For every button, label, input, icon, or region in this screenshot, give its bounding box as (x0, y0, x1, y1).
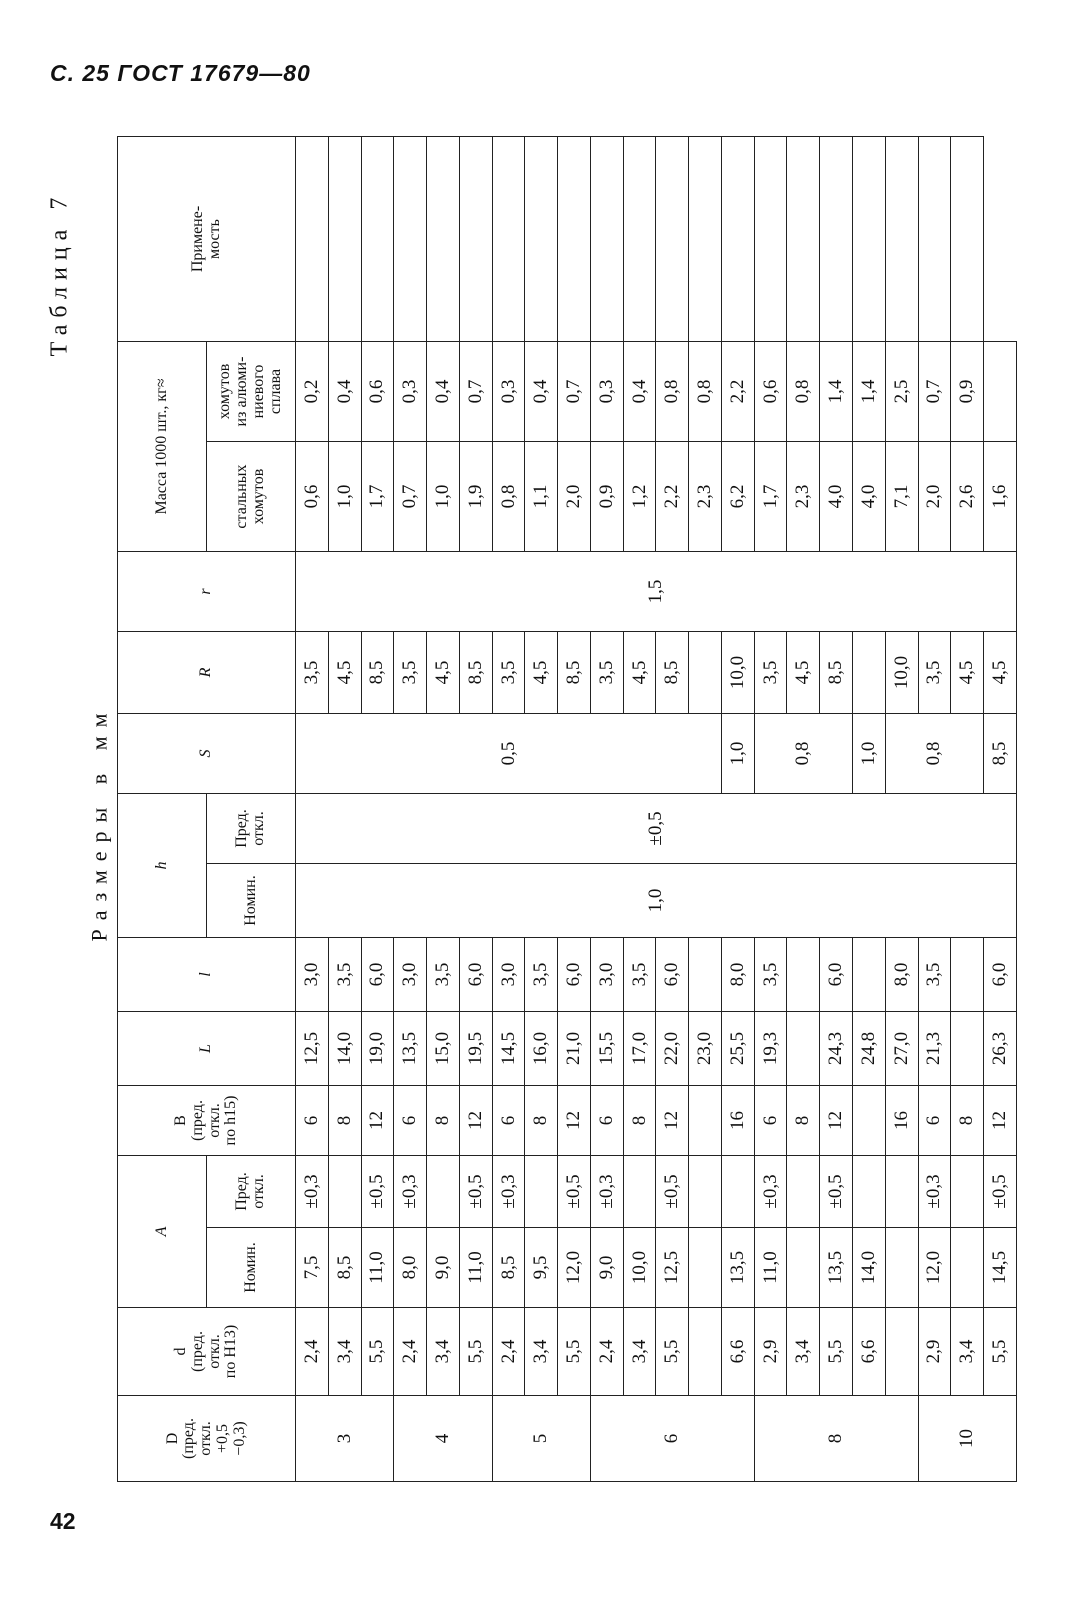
cell-B: 6 (492, 1086, 525, 1156)
cell-l: 3,5 (427, 938, 460, 1012)
cell-A: 14,5 (984, 1228, 1017, 1308)
cell-d: 3,4 (951, 1308, 984, 1396)
page-header: С. 25 ГОСТ 17679—80 (50, 60, 311, 86)
cell-D: 3 (296, 1396, 394, 1482)
cell-mass-al: 1,4 (820, 342, 853, 442)
cell-D: 10 (918, 1396, 1016, 1482)
cell-A: 8,5 (328, 1228, 361, 1308)
cell-d (885, 1308, 918, 1396)
cell-l: 6,0 (558, 938, 591, 1012)
cell-R: 4,5 (787, 632, 820, 714)
cell-Adev (525, 1156, 558, 1228)
cell-R: 8,5 (820, 632, 853, 714)
cell-Adev: ±0,3 (492, 1156, 525, 1228)
col-header-h-nom: Номин. (207, 864, 296, 938)
cell-mass-steel: 1,0 (427, 442, 460, 552)
cell-B (853, 1086, 886, 1156)
cell-L: 19,0 (361, 1012, 394, 1086)
cell-usage (361, 137, 394, 342)
cell-A: 7,5 (296, 1228, 329, 1308)
col-header-A: A (118, 1156, 207, 1308)
cell-Adev (853, 1156, 886, 1228)
cell-L: 21,0 (558, 1012, 591, 1086)
cell-d: 5,5 (820, 1308, 853, 1396)
cell-L: 21,3 (918, 1012, 951, 1086)
cell-S: 0,8 (754, 714, 852, 794)
cell-L: 23,0 (689, 1012, 722, 1086)
col-header-S: S (118, 714, 296, 794)
cell-l: 3,5 (918, 938, 951, 1012)
cell-usage (590, 137, 623, 342)
cell-D: 4 (394, 1396, 492, 1482)
cell-l: 3,0 (394, 938, 427, 1012)
cell-l (951, 938, 984, 1012)
cell-R: 10,0 (885, 632, 918, 714)
cell-A: 8,5 (492, 1228, 525, 1308)
cell-d: 6,6 (721, 1308, 754, 1396)
col-header-mass-steel: стальных хомутов (207, 442, 296, 552)
cell-d: 5,5 (558, 1308, 591, 1396)
cell-R: 8,5 (558, 632, 591, 714)
cell-usage (296, 137, 329, 342)
cell-mass-al: 0,7 (918, 342, 951, 442)
cell-mass-steel: 0,6 (296, 442, 329, 552)
cell-usage (754, 137, 787, 342)
cell-l: 6,0 (459, 938, 492, 1012)
cell-B: 8 (787, 1086, 820, 1156)
cell-mass-steel: 1,9 (459, 442, 492, 552)
cell-mass-steel: 1,0 (328, 442, 361, 552)
cell-B: 16 (885, 1086, 918, 1156)
table-row (296, 137, 329, 1482)
cell-Adev (885, 1156, 918, 1228)
cell-R: 3,5 (754, 632, 787, 714)
cell-Adev: ±0,3 (394, 1156, 427, 1228)
cell-A: 9,0 (590, 1228, 623, 1308)
cell-Adev: ±0,3 (918, 1156, 951, 1228)
cell-mass-al: 2,5 (885, 342, 918, 442)
cell-L: 24,3 (820, 1012, 853, 1086)
cell-A: 9,5 (525, 1228, 558, 1308)
cell-B: 8 (525, 1086, 558, 1156)
cell-L: 27,0 (885, 1012, 918, 1086)
cell-Adev: ±0,3 (754, 1156, 787, 1228)
cell-R (689, 632, 722, 714)
cell-Adev (951, 1156, 984, 1228)
col-header-B: B (пред. откл. по h15) (118, 1086, 296, 1156)
cell-mass-steel: 0,8 (492, 442, 525, 552)
cell-L: 16,0 (525, 1012, 558, 1086)
cell-d: 5,5 (984, 1308, 1017, 1396)
cell-A: 11,0 (459, 1228, 492, 1308)
cell-L: 26,3 (984, 1012, 1017, 1086)
cell-Adev: ±0,5 (656, 1156, 689, 1228)
cell-l: 3,5 (328, 938, 361, 1012)
cell-L: 25,5 (721, 1012, 754, 1086)
cell-L: 15,5 (590, 1012, 623, 1086)
page-number: 42 (50, 1508, 76, 1534)
cell-mass-steel: 4,0 (820, 442, 853, 552)
cell-d: 2,9 (918, 1308, 951, 1396)
cell-mass-al: 0,8 (656, 342, 689, 442)
cell-usage (558, 137, 591, 342)
cell-L: 19,3 (754, 1012, 787, 1086)
cell-B: 12 (984, 1086, 1017, 1156)
cell-A: 11,0 (361, 1228, 394, 1308)
cell-mass-steel: 6,2 (721, 442, 754, 552)
cell-d (689, 1308, 722, 1396)
cell-d: 2,4 (590, 1308, 623, 1396)
cell-Adev: ±0,5 (984, 1156, 1017, 1228)
cell-mass-al: 0,4 (328, 342, 361, 442)
cell-mass-al: 0,9 (951, 342, 984, 442)
cell-B: 6 (394, 1086, 427, 1156)
cell-D: 8 (754, 1396, 918, 1482)
col-header-mass: Масса 1000 шт., кг≈ (118, 342, 207, 552)
cell-A: 12,0 (918, 1228, 951, 1308)
cell-B: 6 (590, 1086, 623, 1156)
cell-usage (689, 137, 722, 342)
col-header-A-nom: Номин. (207, 1228, 296, 1308)
cell-h-nom: 1,0 (296, 864, 1017, 938)
col-header-d: d (пред. откл. по H13) (118, 1308, 296, 1396)
cell-D: 6 (590, 1396, 754, 1482)
cell-mass-al: 0,6 (361, 342, 394, 442)
cell-S: 1,0 (721, 714, 754, 794)
cell-B: 8 (427, 1086, 460, 1156)
cell-d: 6,6 (853, 1308, 886, 1396)
cell-mass-al: 0,8 (689, 342, 722, 442)
cell-L: 14,5 (492, 1012, 525, 1086)
cell-A: 13,5 (820, 1228, 853, 1308)
cell-Adev (721, 1156, 754, 1228)
cell-R: 8,5 (361, 632, 394, 714)
cell-l: 6,0 (820, 938, 853, 1012)
cell-L: 12,5 (296, 1012, 329, 1086)
cell-mass-al: 0,3 (492, 342, 525, 442)
cell-d: 2,4 (296, 1308, 329, 1396)
cell-R: 3,5 (394, 632, 427, 714)
cell-l: 8,0 (885, 938, 918, 1012)
cell-R: 4,5 (951, 632, 984, 714)
cell-B: 12 (656, 1086, 689, 1156)
cell-mass-al: 0,8 (787, 342, 820, 442)
cell-R: 3,5 (492, 632, 525, 714)
cell-mass-al: 0,4 (623, 342, 656, 442)
cell-L: 19,5 (459, 1012, 492, 1086)
cell-B: 12 (558, 1086, 591, 1156)
cell-B: 12 (361, 1086, 394, 1156)
cell-d: 3,4 (623, 1308, 656, 1396)
spec-table (117, 136, 1017, 1482)
cell-usage (492, 137, 525, 342)
cell-R: 4,5 (525, 632, 558, 714)
cell-S: 1,0 (853, 714, 886, 794)
cell-B: 16 (721, 1086, 754, 1156)
cell-mass-al: 0,7 (558, 342, 591, 442)
cell-R (853, 632, 886, 714)
col-header-A-dev: Пред. откл. (207, 1156, 296, 1228)
cell-l: 6,0 (984, 938, 1017, 1012)
table-title-text: Таблица 7 (46, 190, 73, 357)
cell-Adev (623, 1156, 656, 1228)
cell-R: 4,5 (328, 632, 361, 714)
cell-l: 3,0 (492, 938, 525, 1012)
cell-mass-steel: 2,0 (918, 442, 951, 552)
cell-B: 8 (623, 1086, 656, 1156)
cell-mass-al: 0,2 (296, 342, 329, 442)
cell-A: 11,0 (754, 1228, 787, 1308)
cell-usage (918, 137, 951, 342)
cell-Adev (689, 1156, 722, 1228)
col-header-usage: Примене- мость (118, 137, 296, 342)
cell-l: 3,5 (623, 938, 656, 1012)
cell-B: 8 (328, 1086, 361, 1156)
cell-A: 10,0 (623, 1228, 656, 1308)
cell-l: 3,0 (590, 938, 623, 1012)
cell-L: 13,5 (394, 1012, 427, 1086)
units-caption-text: Размеры в мм (86, 704, 112, 942)
cell-d: 2,4 (492, 1308, 525, 1396)
cell-A: 14,0 (853, 1228, 886, 1308)
cell-l: 6,0 (656, 938, 689, 1012)
cell-R: 8,5 (459, 632, 492, 714)
cell-R: 3,5 (918, 632, 951, 714)
cell-d: 5,5 (361, 1308, 394, 1396)
cell-B: 12 (820, 1086, 853, 1156)
cell-Adev: ±0,5 (361, 1156, 394, 1228)
cell-mass-steel: 1,1 (525, 442, 558, 552)
cell-mass-al: 0,3 (590, 342, 623, 442)
cell-R: 8,5 (984, 714, 1017, 794)
cell-B: 12 (459, 1086, 492, 1156)
cell-R: 4,5 (427, 632, 460, 714)
cell-usage (459, 137, 492, 342)
cell-mass-al: 0,7 (459, 342, 492, 442)
col-header-l: l (118, 938, 296, 1012)
cell-mass-al: 0,4 (525, 342, 558, 442)
cell-mass-al: 2,2 (721, 342, 754, 442)
cell-B (689, 1086, 722, 1156)
cell-R: 4,5 (623, 632, 656, 714)
cell-L: 15,0 (427, 1012, 460, 1086)
cell-usage (623, 137, 656, 342)
cell-A: 9,0 (427, 1228, 460, 1308)
cell-mass-steel: 0,7 (394, 442, 427, 552)
cell-A: 8,0 (394, 1228, 427, 1308)
cell-usage (394, 137, 427, 342)
cell-mass-steel: 2,6 (951, 442, 984, 552)
col-header-h-dev: Пред. откл. (207, 794, 296, 864)
col-header-mass-al: хомутов из алюми- ниевого сплава (207, 342, 296, 442)
cell-mass-al: 0,6 (754, 342, 787, 442)
cell-Adev: ±0,3 (590, 1156, 623, 1228)
col-header-R: R (118, 632, 296, 714)
cell-mass-steel: 2,0 (558, 442, 591, 552)
col-header-L: L (118, 1012, 296, 1086)
cell-d: 3,4 (525, 1308, 558, 1396)
cell-R: 3,5 (296, 632, 329, 714)
cell-usage (656, 137, 689, 342)
cell-Adev: ±0,5 (820, 1156, 853, 1228)
cell-A (689, 1228, 722, 1308)
cell-L (951, 1012, 984, 1086)
cell-Adev: ±0,5 (459, 1156, 492, 1228)
cell-r: 1,5 (296, 552, 1017, 632)
cell-Adev (328, 1156, 361, 1228)
cell-d: 5,5 (459, 1308, 492, 1396)
cell-mass-steel: 1,7 (754, 442, 787, 552)
cell-mass-steel: 4,5 (984, 632, 1017, 714)
cell-Adev: ±0,5 (558, 1156, 591, 1228)
cell-d: 3,4 (787, 1308, 820, 1396)
cell-usage (951, 137, 984, 342)
col-header-r: r (118, 552, 296, 632)
cell-L: 22,0 (656, 1012, 689, 1086)
cell-D: 5 (492, 1396, 590, 1482)
cell-L (787, 1012, 820, 1086)
cell-mass-al: 1,6 (984, 442, 1017, 552)
cell-mass-steel: 4,0 (853, 442, 886, 552)
cell-usage (885, 137, 918, 342)
cell-mass-steel: 7,1 (885, 442, 918, 552)
table-container (117, 137, 1017, 1482)
cell-R: 3,5 (590, 632, 623, 714)
cell-mass-steel: 1,2 (623, 442, 656, 552)
cell-d: 3,4 (427, 1308, 460, 1396)
cell-usage (427, 137, 460, 342)
cell-L: 17,0 (623, 1012, 656, 1086)
cell-mass-al: 0,3 (394, 342, 427, 442)
cell-l: 3,0 (296, 938, 329, 1012)
cell-d: 5,5 (656, 1308, 689, 1396)
cell-l (787, 938, 820, 1012)
cell-usage (721, 137, 754, 342)
cell-Adev (427, 1156, 460, 1228)
cell-d: 2,4 (394, 1308, 427, 1396)
cell-usage (328, 137, 361, 342)
cell-A (951, 1228, 984, 1308)
cell-h-dev: ±0,5 (296, 794, 1017, 864)
cell-usage (853, 137, 886, 342)
cell-usage (787, 137, 820, 342)
cell-mass-steel: 0,9 (590, 442, 623, 552)
cell-L: 14,0 (328, 1012, 361, 1086)
cell-l: 6,0 (361, 938, 394, 1012)
cell-A: 12,0 (558, 1228, 591, 1308)
cell-Adev (787, 1156, 820, 1228)
cell-d: 2,9 (754, 1308, 787, 1396)
cell-mass-steel: 2,3 (787, 442, 820, 552)
cell-A (787, 1228, 820, 1308)
cell-B: 6 (754, 1086, 787, 1156)
cell-B: 6 (296, 1086, 329, 1156)
cell-Adev: ±0,3 (296, 1156, 329, 1228)
cell-l (853, 938, 886, 1012)
cell-l: 8,0 (721, 938, 754, 1012)
col-header-h: h (118, 794, 207, 938)
cell-usage (984, 342, 1017, 442)
cell-mass-al: 0,4 (427, 342, 460, 442)
cell-L: 24,8 (853, 1012, 886, 1086)
cell-B: 8 (951, 1086, 984, 1156)
cell-mass-al: 1,4 (853, 342, 886, 442)
cell-mass-steel: 2,2 (656, 442, 689, 552)
cell-S: 0,5 (296, 714, 722, 794)
cell-A: 13,5 (721, 1228, 754, 1308)
cell-R: 10,0 (721, 632, 754, 714)
cell-l: 3,5 (754, 938, 787, 1012)
col-header-D: D (пред. откл. +0,5 −0,3) (118, 1396, 296, 1482)
cell-l: 3,5 (525, 938, 558, 1012)
cell-A: 12,5 (656, 1228, 689, 1308)
cell-mass-steel: 2,3 (689, 442, 722, 552)
rotated-table (117, 137, 1017, 1482)
cell-S: 0,8 (885, 714, 983, 794)
cell-d: 3,4 (328, 1308, 361, 1396)
cell-mass-steel: 1,7 (361, 442, 394, 552)
header-row-1 (118, 137, 207, 1482)
cell-A (885, 1228, 918, 1308)
cell-R: 8,5 (656, 632, 689, 714)
cell-usage (820, 137, 853, 342)
cell-usage (525, 137, 558, 342)
cell-l (689, 938, 722, 1012)
cell-B: 6 (918, 1086, 951, 1156)
